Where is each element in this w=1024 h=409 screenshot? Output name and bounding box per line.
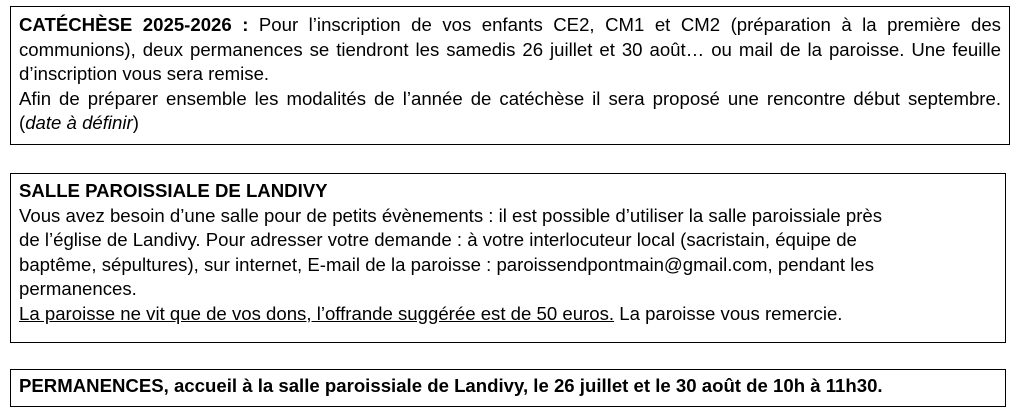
catechese-text-2: Afin de préparer ensemble les modalités de l’année de catéchèse il sera proposé une rencontre début septembre. ( [19, 87, 1001, 133]
salle-thanks-text: La paroisse vous remercie. [614, 302, 843, 324]
catechese-date-note: date à définir [25, 112, 133, 133]
catechese-text-1: Pour l’inscription de vos enfants CE2, CM1 et CM2 (préparation à la première des communions), deux permanences se tiendront les samedis 26 juillet et 30 août… ou mail de la paroisse. Une feuille d’inscription vous sera remise. [19, 14, 1001, 84]
catechese-paragraph-2 [19, 87, 1001, 136]
salle-line-2: de l’église de Landivy. Pour adresser votre demande : à votre interlocuteur local (sacristain, équipe de [19, 229, 857, 250]
salle-line-1: Vous avez besoin d’une salle pour de petits évènements : il est possible d’utiliser la salle paroissiale près [19, 204, 883, 226]
salle-title: SALLE PAROISSIALE DE LANDIVY [19, 180, 328, 201]
salle-line-4: permanences. [19, 278, 137, 299]
catechese-text-2-end: ) [132, 112, 139, 133]
salle-donation-text: La paroisse ne vit que de vos dons, l’offrande suggérée est de 50 euros. [19, 302, 615, 324]
catechese-title: CATÉCHÈSE 2025-2026 : [19, 14, 249, 35]
permanences-text: PERMANENCES, accueil à la salle paroissiale de Landivy, le 26 juillet et le 30 août de 10h à 11h30. [19, 375, 883, 396]
salle-line-3: baptême, sépultures), sur internet, E-mail de la paroisse : paroissendpontmain@gmail.com, pendant les [19, 253, 874, 275]
catechese-paragraph-1 [19, 13, 1001, 87]
salle-donation-line [19, 302, 997, 327]
catechese-box [10, 6, 1010, 145]
salle-box [10, 173, 1006, 343]
permanences-box [10, 369, 1006, 407]
